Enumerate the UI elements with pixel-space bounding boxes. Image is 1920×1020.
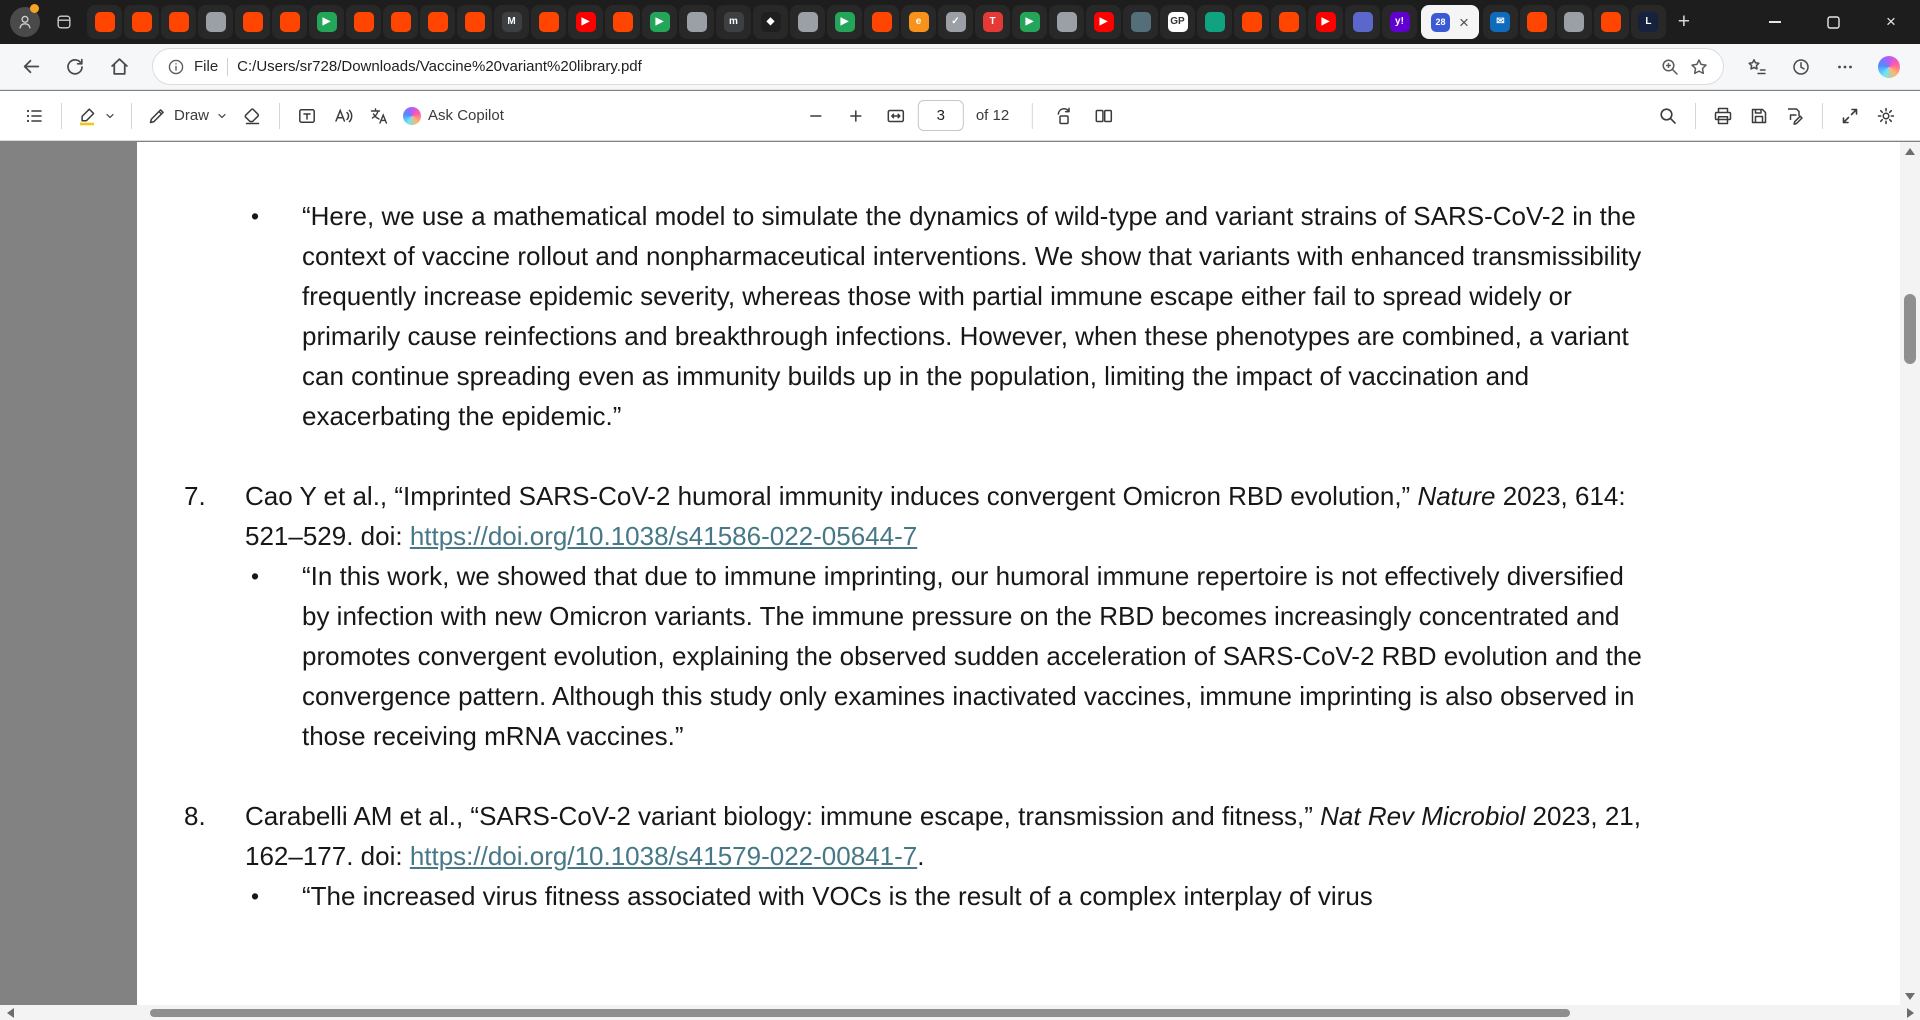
tab-favicon — [354, 12, 374, 32]
tab-favicon: GP — [1168, 12, 1188, 32]
pdf-toolbar-center — [798, 98, 1122, 134]
scroll-down-arrow[interactable] — [1900, 987, 1920, 1005]
highlighter-icon — [77, 106, 97, 126]
paragraph-text — [245, 796, 1652, 876]
up-triangle-icon — [1905, 148, 1915, 155]
reference-number: 7. — [184, 481, 206, 511]
pinned-tab[interactable] — [790, 5, 825, 39]
search-document-button[interactable] — [1650, 98, 1686, 134]
page-number-input[interactable] — [918, 100, 964, 131]
pinned-tab[interactable] — [383, 5, 418, 39]
pinned-tab[interactable] — [975, 5, 1010, 39]
divider — [131, 103, 132, 129]
paragraph-text — [302, 196, 1652, 436]
close-window-icon: × — [1886, 12, 1896, 31]
tab-favicon: ✉ — [1490, 12, 1510, 32]
chevron-down-icon — [216, 110, 228, 122]
scroll-up-arrow[interactable] — [1900, 142, 1920, 160]
draw-button[interactable] — [141, 98, 234, 134]
pinned-tab[interactable] — [605, 5, 640, 39]
paragraph-text — [302, 556, 1652, 756]
tab-favicon — [391, 12, 411, 32]
text-run: “In this work, we showed that due to immune imprinting, our humoral immune repertoire is not effectively diversified by infection with new Omicron variants. The immune pressure on the RBD becomes increasingly concentrated and promotes convergent evolution, explaining the observed sudden acceleration of SARS-CoV-2 RBD evolution and the convergence pattern. Although this study only examines inactivated vaccines, immune imprinting is also observed in those receiving mRNA vaccines.” — [302, 561, 1642, 751]
pinned-tab[interactable] — [1520, 5, 1555, 39]
pinned-tab[interactable] — [1308, 5, 1343, 39]
tab-favicon — [1601, 12, 1621, 32]
down-triangle-icon — [1905, 993, 1915, 1000]
maximize-icon — [1827, 16, 1840, 29]
copilot-button[interactable] — [1870, 48, 1908, 86]
ellipsis-icon — [1835, 57, 1855, 77]
page-count-label: of 12 — [975, 107, 1010, 124]
translate-icon — [369, 106, 389, 126]
tab-favicon: y! — [1390, 12, 1410, 32]
text-run: Cao Y et al., “Imprinted SARS-CoV-2 humoral immunity induces convergent Omicron RBD evolution,” — [245, 481, 1418, 511]
tab-favicon — [613, 12, 633, 32]
tab-favicon — [1057, 12, 1077, 32]
left-triangle-icon — [7, 1008, 14, 1018]
pdf-toolbar-right — [1650, 98, 1904, 134]
tab-favicon: e — [909, 12, 929, 32]
bullet-marker: • — [251, 203, 260, 229]
journal-name: Nature — [1417, 481, 1496, 511]
horizontal-scroll-thumb[interactable] — [150, 1009, 1570, 1017]
text-run: Carabelli AM et al., “SARS-CoV-2 variant biology: immune escape, transmission and fitness,” — [245, 801, 1321, 831]
pinned-tab[interactable] — [1594, 5, 1629, 39]
workspaces-button[interactable] — [48, 6, 80, 38]
ask-copilot-label: Ask Copilot — [428, 107, 504, 124]
pinned-tab[interactable] — [87, 5, 122, 39]
pinned-tab[interactable] — [827, 5, 862, 39]
back-button[interactable] — [12, 48, 50, 86]
pinned-tab[interactable] — [1012, 5, 1047, 39]
pinned-tab[interactable] — [1197, 5, 1232, 39]
close-window-button[interactable] — [1862, 0, 1920, 44]
favorites-icon — [1747, 57, 1767, 77]
tab-favicon: T — [983, 12, 1003, 32]
pinned-tab[interactable] — [494, 5, 529, 39]
tab-favicon — [428, 12, 448, 32]
copilot-icon — [403, 107, 421, 125]
tab-favicon — [539, 12, 559, 32]
maximize-button[interactable] — [1804, 0, 1862, 44]
tab-favicon: ▶ — [576, 12, 596, 32]
doi-link[interactable]: https://doi.org/10.1038/s41586-022-05644-7 — [409, 521, 918, 551]
zoom-page-icon[interactable] — [1660, 57, 1680, 77]
fullscreen-icon — [1840, 106, 1860, 126]
print-button[interactable] — [1705, 98, 1741, 134]
printer-icon — [1713, 106, 1733, 126]
pinned-tab[interactable] — [901, 5, 936, 39]
paragraph-text — [245, 476, 1652, 556]
fit-to-width-icon — [886, 106, 906, 126]
pinned-tab[interactable] — [1049, 5, 1084, 39]
read-aloud-icon — [333, 106, 353, 126]
divider — [61, 103, 62, 129]
pinned-tab[interactable] — [1086, 5, 1121, 39]
pdf-page — [137, 142, 1900, 1005]
text-run: 2023, 614: 521–529. doi: — [245, 481, 1626, 551]
pdf-content-area — [0, 142, 1920, 1005]
paragraph-text — [302, 876, 1652, 916]
quote-bullet-item — [137, 196, 1652, 436]
search-icon — [1658, 106, 1678, 126]
favorites-bar-button[interactable] — [1738, 48, 1776, 86]
tab-favicon — [95, 12, 115, 32]
url-scheme-label: File — [194, 58, 219, 75]
pinned-tab[interactable] — [1345, 5, 1380, 39]
tab-favicon: ◆ — [761, 12, 781, 32]
tab-favicon: ▶ — [317, 12, 337, 32]
pinned-tab[interactable] — [1271, 5, 1306, 39]
page-view-button[interactable] — [1086, 98, 1122, 134]
text-run: “Here, we use a mathematical model to simulate the dynamics of wild-type and variant strains of SARS-CoV-2 in the context of vaccine rollout and nonpharmaceutical interventions. We show that variants with enhanced transmissibility frequently increase epidemic severity, whereas those with partial immune escape either fail to spread widely or primarily cause reinfections and breakthrough infections. However, when these phenotypes are combined, a variant can continue spreading even as immunity builds up in the population, limiting the impact of vaccination and exacerbating the epidemic.” — [302, 201, 1642, 431]
pinned-tab[interactable] — [272, 5, 307, 39]
divider — [227, 58, 228, 76]
tab-favicon — [687, 12, 707, 32]
vertical-scroll-thumb[interactable] — [1904, 294, 1916, 364]
tab-favicon: ▶ — [1094, 12, 1114, 32]
text-run: 2023, 21, 162–177. doi: — [245, 801, 1641, 871]
tab-favicon — [1242, 12, 1262, 32]
pinned-tab[interactable] — [309, 5, 344, 39]
reference-item — [137, 476, 1652, 556]
more-options-button[interactable] — [1826, 48, 1864, 86]
eraser-icon — [242, 106, 262, 126]
tab-favicon: ▶ — [1020, 12, 1040, 32]
ask-copilot-button[interactable] — [397, 98, 510, 134]
pinned-tab[interactable] — [1382, 5, 1417, 39]
translate-button[interactable] — [361, 98, 397, 134]
active-tab-favicon: 28 — [1431, 13, 1450, 32]
url-text[interactable]: C:/Users/sr728/Downloads/Vaccine%20variant%20library.pdf — [237, 58, 642, 75]
pinned-tab[interactable] — [642, 5, 677, 39]
gear-icon — [1876, 106, 1896, 126]
minimize-button[interactable] — [1746, 0, 1804, 44]
tab-favicon — [280, 12, 300, 32]
notification-dot — [30, 4, 39, 13]
copilot-icon — [1878, 56, 1900, 78]
zoom-out-icon — [807, 107, 825, 125]
refresh-button[interactable] — [56, 48, 94, 86]
journal-name: Nat Rev Microbiol — [1320, 801, 1526, 831]
address-bar[interactable] — [152, 48, 1724, 85]
pinned-tab[interactable] — [1557, 5, 1592, 39]
tab-favicon: L — [1638, 12, 1658, 32]
rotate-button[interactable] — [1046, 98, 1082, 134]
vertical-scrollbar[interactable] — [1900, 142, 1920, 1005]
workspaces-icon — [55, 13, 73, 31]
erase-button[interactable] — [234, 98, 270, 134]
pinned-tab[interactable] — [1234, 5, 1269, 39]
history-button[interactable] — [1782, 48, 1820, 86]
tab-favicon — [206, 12, 226, 32]
tab-favicon — [1205, 12, 1225, 32]
quote-bullet-item — [137, 876, 1652, 916]
browser-navbar — [0, 44, 1920, 90]
divider — [279, 103, 280, 129]
page-view-icon — [1094, 106, 1114, 126]
tab-favicon — [798, 12, 818, 32]
tab-favicon: ▶ — [650, 12, 670, 32]
chevron-down-icon — [104, 110, 116, 122]
pinned-tab[interactable] — [124, 5, 159, 39]
text-run: . — [917, 841, 925, 871]
rotate-icon — [1054, 106, 1074, 126]
reference-item — [137, 796, 1652, 876]
pinned-tab[interactable] — [457, 5, 492, 39]
pdf-toolbar — [0, 91, 1920, 141]
fit-to-width-button[interactable] — [878, 98, 914, 134]
reference-number: 8. — [184, 801, 206, 831]
tab-favicon — [1527, 12, 1547, 32]
home-button[interactable] — [100, 48, 138, 86]
tab-strip — [86, 0, 1667, 44]
scroll-right-arrow[interactable] — [1900, 1005, 1920, 1020]
tab-favicon — [1279, 12, 1299, 32]
info-icon[interactable] — [167, 58, 185, 76]
minimize-icon — [1769, 21, 1781, 23]
pinned-tab[interactable] — [938, 5, 973, 39]
new-tab-button[interactable]: + — [1677, 10, 1691, 33]
right-triangle-icon — [1907, 1008, 1914, 1018]
tab-favicon: ✓ — [946, 12, 966, 32]
favorite-star-icon[interactable] — [1689, 57, 1709, 77]
add-text-button[interactable] — [289, 98, 325, 134]
window-controls — [1746, 0, 1920, 44]
person-icon — [16, 13, 34, 31]
home-icon — [109, 56, 130, 77]
tab-favicon — [1564, 12, 1584, 32]
pinned-tab[interactable] — [1631, 5, 1666, 39]
bullet-marker: • — [251, 563, 260, 589]
pinned-tab[interactable] — [1160, 5, 1195, 39]
pinned-tab[interactable] — [679, 5, 714, 39]
zoom-in-button[interactable] — [838, 98, 874, 134]
back-arrow-icon — [21, 56, 42, 77]
zoom-out-button[interactable] — [798, 98, 834, 134]
pinned-tab[interactable] — [1483, 5, 1518, 39]
table-of-contents-icon — [24, 106, 44, 126]
history-clock-icon — [1791, 57, 1811, 77]
pinned-tab[interactable] — [346, 5, 381, 39]
tab-favicon — [1353, 12, 1373, 32]
pinned-tab[interactable] — [420, 5, 455, 39]
pen-icon — [147, 106, 167, 126]
draw-label: Draw — [174, 107, 210, 124]
save-as-icon — [1785, 106, 1805, 126]
tab-favicon: ▶ — [835, 12, 855, 32]
divider — [1822, 103, 1823, 129]
tab-favicon — [465, 12, 485, 32]
tab-close-icon[interactable]: × — [1459, 12, 1469, 32]
save-button[interactable] — [1741, 98, 1777, 134]
divider — [1032, 103, 1033, 129]
tab-favicon — [169, 12, 189, 32]
tab-favicon: m — [724, 12, 744, 32]
pinned-tab[interactable] — [864, 5, 899, 39]
horizontal-scrollbar[interactable] — [0, 1005, 1920, 1020]
text-run: “The increased virus fitness associated with VOCs is the result of a complex interplay of virus — [302, 881, 1373, 911]
pinned-tab[interactable] — [753, 5, 788, 39]
highlight-button[interactable] — [71, 98, 122, 134]
document-text — [137, 142, 1652, 916]
quote-bullet-item — [137, 556, 1652, 756]
active-tab[interactable] — [1421, 5, 1479, 39]
tab-favicon — [1131, 12, 1151, 32]
pinned-tab[interactable] — [568, 5, 603, 39]
tab-favicon — [132, 12, 152, 32]
divider — [1695, 103, 1696, 129]
tab-favicon: ▶ — [1316, 12, 1336, 32]
tab-favicon: M — [502, 12, 522, 32]
pinned-tab[interactable] — [531, 5, 566, 39]
refresh-icon — [65, 57, 85, 77]
settings-button[interactable] — [1868, 98, 1904, 134]
tab-favicon — [872, 12, 892, 32]
doi-link[interactable]: https://doi.org/10.1038/s41579-022-00841-7 — [409, 841, 918, 871]
bullet-marker: • — [251, 883, 260, 909]
add-text-icon — [297, 106, 317, 126]
pinned-tab[interactable] — [235, 5, 270, 39]
read-aloud-button[interactable] — [325, 98, 361, 134]
pinned-tab[interactable] — [1123, 5, 1158, 39]
pinned-tab[interactable] — [198, 5, 233, 39]
pinned-tab[interactable] — [161, 5, 196, 39]
save-as-button[interactable] — [1777, 98, 1813, 134]
browser-titlebar — [0, 0, 1920, 44]
zoom-in-icon — [847, 107, 865, 125]
scroll-left-arrow[interactable] — [0, 1005, 20, 1020]
save-icon — [1749, 106, 1769, 126]
table-of-contents-button[interactable] — [16, 98, 52, 134]
tab-favicon — [243, 12, 263, 32]
fullscreen-button[interactable] — [1832, 98, 1868, 134]
pinned-tab[interactable] — [716, 5, 751, 39]
